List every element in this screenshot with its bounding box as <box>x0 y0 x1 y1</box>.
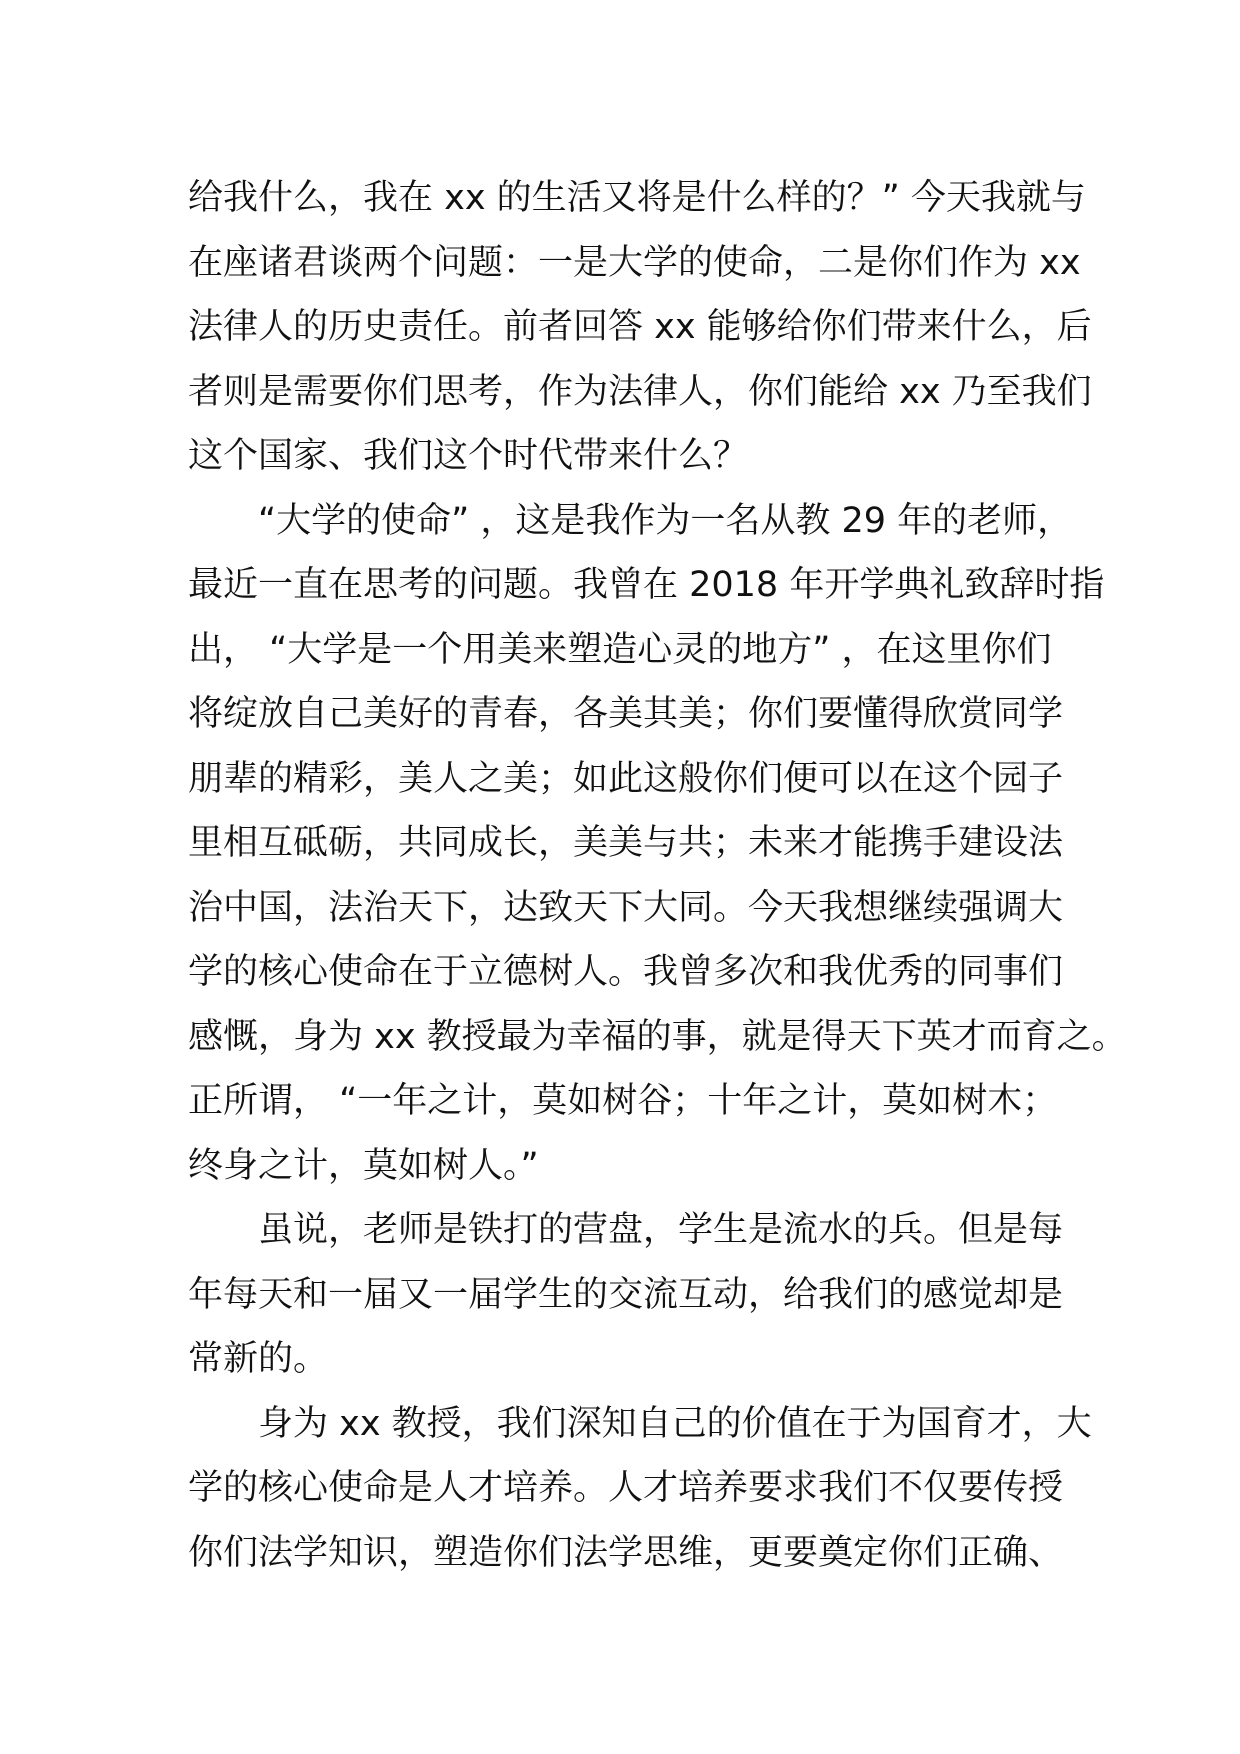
text-line: 者则是需要你们思考，作为法律人，你们能给 xx 乃至我们 <box>188 371 1092 412</box>
text-line: 里相互砥砺，共同成长，美美与共；未来才能携手建设法 <box>188 823 1064 863</box>
text-line: 常新的。 <box>188 1339 329 1379</box>
paragraph-start-line: 虽说，老师是铁打的营盘，学生是流水的兵。但是每 <box>258 1210 1064 1250</box>
text-line: 正所谓， “一年之计，莫如树谷；十年之计，莫如树木； <box>188 1081 1058 1121</box>
text-line: 这个国家、我们这个时代带来什么？ <box>188 436 749 476</box>
text-line: 最近一直在思考的问题。我曾在 2018 年开学典礼致辞时指 <box>188 565 1105 605</box>
text-line: 在座诸君谈两个问题：一是大学的使命，二是你们作为 xx <box>188 242 1081 283</box>
text-line: 朋辈的精彩，美人之美；如此这般你们便可以在这个园子 <box>188 758 1064 799</box>
text-line: 学的核心使命在于立德树人。我曾多次和我优秀的同事们 <box>188 952 1064 992</box>
text-line: 治中国，法治天下，达致天下大同。今天我想继续强调大 <box>188 887 1064 928</box>
text-line: 学的核心使命是人才培养。人才培养要求我们不仅要传授 <box>188 1468 1064 1508</box>
text-line: 年每天和一届又一届学生的交流互动，给我们的感觉却是 <box>188 1274 1064 1315</box>
text-line: 给我什么，我在 xx 的生活又将是什么样的？” 今天我就与 <box>188 178 1086 218</box>
text-line: 出， “大学是一个用美来塑造心灵的地方” ，在这里你们 <box>188 629 1052 670</box>
body-text <box>188 166 1127 1585</box>
text-line: 感慨，身为 xx 教授最为幸福的事，就是得天下英才而育之。 <box>188 1016 1127 1057</box>
text-line: 终身之计，莫如树人。” <box>188 1145 539 1186</box>
paragraph-start-line: 身为 xx 教授，我们深知自己的价值在于为国育才，大 <box>258 1403 1092 1444</box>
paragraph-start-line: “大学的使命” ，这是我作为一名从教 29 年的老师， <box>258 500 1073 541</box>
text-line: 你们法学知识，塑造你们法学思维，更要奠定你们正确、 <box>188 1532 1064 1573</box>
text-line: 将绽放自己美好的青春，各美其美；你们要懂得欣赏同学 <box>188 694 1064 734</box>
text-line: 法律人的历史责任。前者回答 xx 能够给你们带来什么，后 <box>188 307 1092 347</box>
